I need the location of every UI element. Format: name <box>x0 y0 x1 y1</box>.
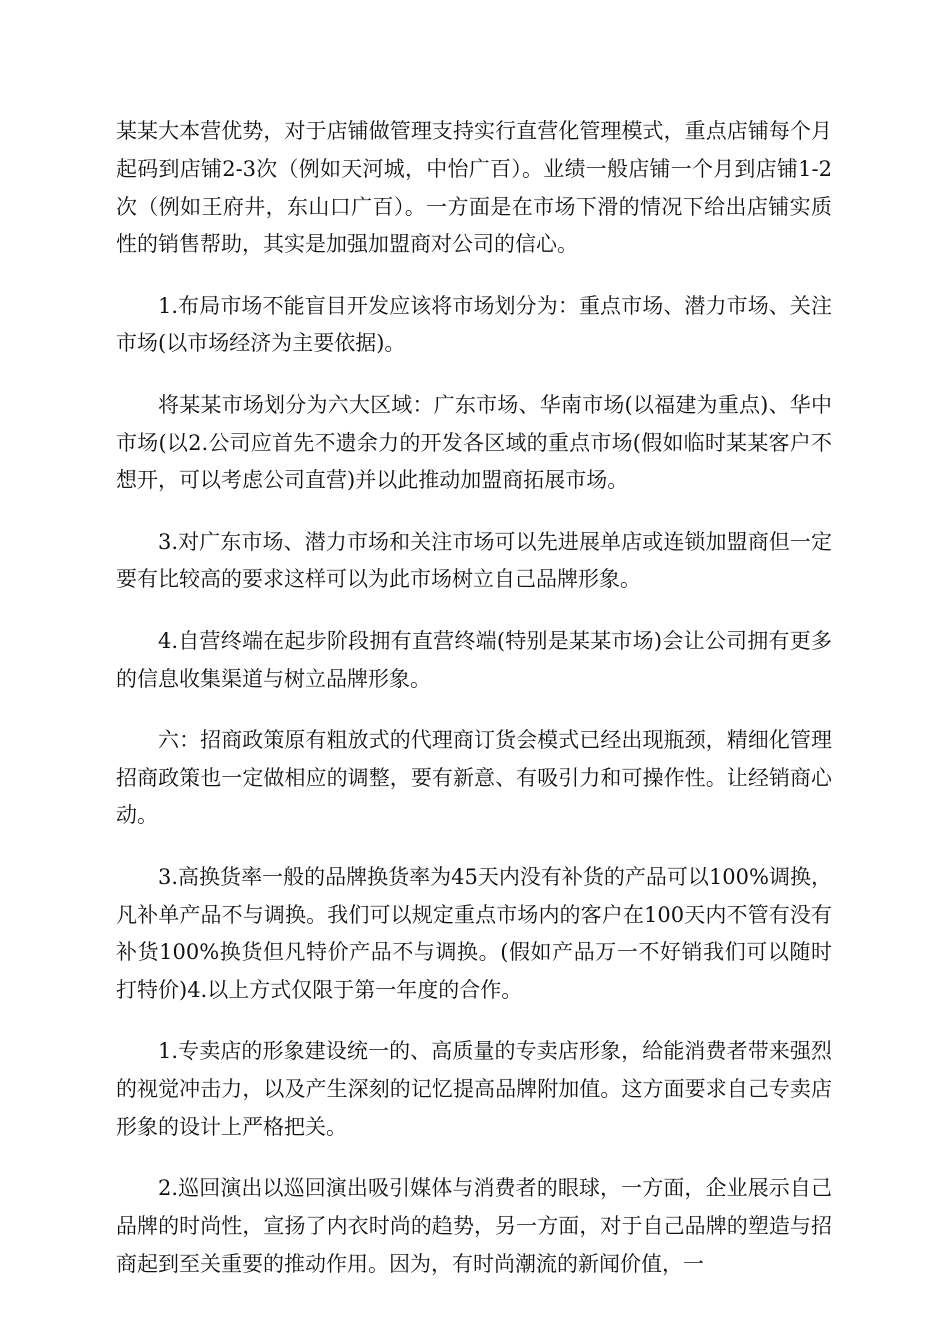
paragraph-self-operated-terminals: 4.自营终端在起步阶段拥有直营终端(特别是某某市场)会让公司拥有更多的信息收集渠道与树立品牌形象。 <box>116 628 832 691</box>
paragraph-investment-policy: 六：招商政策原有粗放式的代理商订货会模式已经出现瓶颈，精细化管理招商政策也一定做相应的调整，要有新意、有吸引力和可操作性。让经销商心动。 <box>116 727 832 828</box>
paragraph-store-image: 1.专卖店的形象建设统一的、高质量的专卖店形象，给能消费者带来强烈的视觉冲击力，以及产生深刻的记忆提高品牌附加值。这方面要求自己专卖店形象的设计上严格把关。 <box>116 1039 832 1140</box>
document-body <box>116 113 832 1307</box>
paragraph-roadshow: 2.巡回演出以巡回演出吸引媒体与消费者的眼球，一方面，企业展示自己品牌的时尚性，宣扬了内衣时尚的趋势，另一方面，对于自己品牌的塑造与招商起到至关重要的推动作用。因为，有时尚潮流的新闻价值，一 <box>116 1176 832 1276</box>
paragraph-market-layout: 1.布局市场不能盲目开发应该将市场划分为：重点市场、潜力市场、关注市场(以市场经济为主要依据)。 <box>116 293 832 356</box>
paragraph-franchise-requirements: 3.对广东市场、潜力市场和关注市场可以先进展单店或连锁加盟商但一定要有比较高的要求这样可以为此市场树立自己品牌形象。 <box>116 529 832 592</box>
paragraph-exchange-rate: 3.高换货率一般的品牌换货率为45天内没有补货的产品可以100%调换，凡补单产品不与调换。我们可以规定重点市场内的客户在100天内不管有没有补货100%换货但凡特价产品不与调换。(假如产品万一不好销我们可以随时打特价)4.以上方式仅限于第一年度的合作。 <box>116 864 832 1003</box>
paragraph-store-management: 某某大本营优势，对于店铺做管理支持实行直营化管理模式，重点店铺每个月起码到店铺2-3次（例如天河城，中怡广百）。业绩一般店铺一个月到店铺1-2次（例如王府井，东山口广百）。一方面是在市场下滑的情况下给出店铺实质性的销售帮助，其实是加强加盟商对公司的信心。 <box>116 119 832 257</box>
paragraph-market-regions: 将某某市场划分为六大区域：广东市场、华南市场(以福建为重点)、华中市场(以2.公司应首先不遗余力的开发各区域的重点市场(假如临时某某客户不想开，可以考虑公司直营)并以此推动加盟商拓展市场。 <box>116 392 832 493</box>
